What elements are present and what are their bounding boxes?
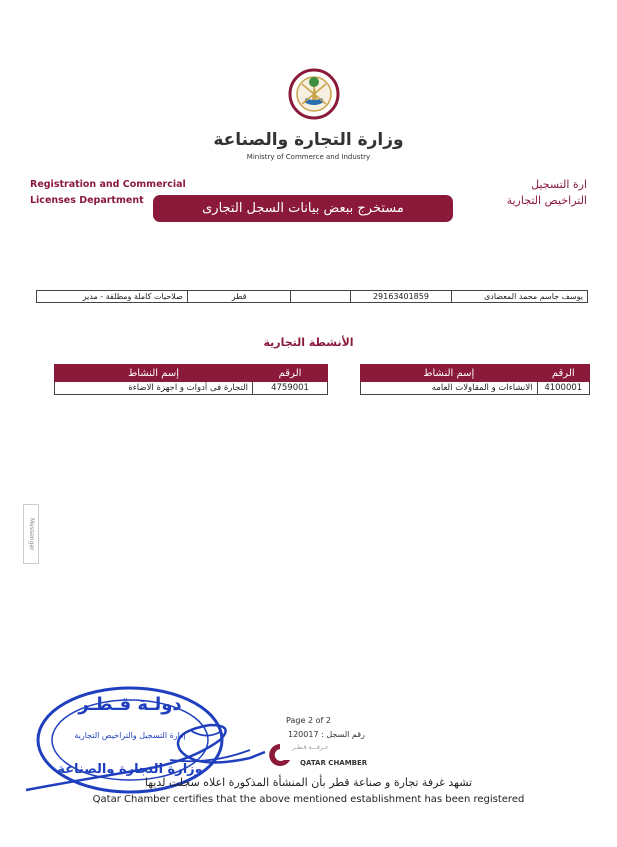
activity-number-cell: 4100001 <box>537 382 589 395</box>
activity-number-header: الرقم <box>253 365 328 382</box>
stamp-line-1: دولـة قـطـر <box>78 694 182 715</box>
table-header-row <box>55 365 328 382</box>
activity-name-cell: التجارة فى أدوات و اجهزة الاضاءة <box>55 382 253 395</box>
qatar-emblem-icon <box>286 64 342 124</box>
table-row <box>55 382 328 395</box>
ministry-name-english: Ministry of Commerce and Industry <box>246 153 371 161</box>
chamber-name-arabic: غـرفـــة قـطـر <box>292 744 329 751</box>
nationality-cell: قطر <box>187 291 290 303</box>
registration-number: رقم السجل : 120017 <box>288 730 365 739</box>
department-ar-line-1: ارة التسجيل <box>531 178 587 191</box>
department-ar-line-2: التراخيص التجارية <box>506 194 587 207</box>
activity-number-cell: 4759001 <box>253 382 328 395</box>
activity-table-left <box>54 364 328 395</box>
owner-name-cell: يوسف جاسم محمد المعضادى <box>452 291 588 303</box>
table-header-row <box>361 365 590 382</box>
activity-name-header: إسم النشاط <box>55 365 253 382</box>
department-line-2: Licenses Department <box>30 195 144 206</box>
stamp-line-3: وزارة التجارة والصناعة <box>57 762 203 777</box>
empty-cell <box>291 291 350 303</box>
activity-name-cell: الانشاءات و المقاولات العامه <box>361 382 538 395</box>
activities-section-title: الأنشطة التجارية <box>263 336 354 349</box>
department-line-1: Registration and Commercial <box>30 179 186 190</box>
official-stamp <box>20 670 290 810</box>
authority-cell: صلاحيات كاملة ومطلقة - مدير <box>37 291 188 303</box>
activity-table-right <box>360 364 590 395</box>
document-title-banner: مستخرج ببعض بيانات السجل التجارى <box>153 195 453 222</box>
stamp-line-2: إدارة التسجيل والتراخيص التجارية <box>74 731 186 740</box>
chamber-name-english: QATAR CHAMBER <box>300 759 368 767</box>
messenger-side-tab[interactable]: Messenger <box>23 504 39 564</box>
page-number: Page 2 of 2 <box>286 716 331 725</box>
activity-name-header: إسم النشاط <box>361 365 538 382</box>
activity-number-header: الرقم <box>537 365 589 382</box>
ministry-name-arabic: وزارة التجارة والصناعة <box>213 130 404 150</box>
department-name-arabic <box>507 177 587 209</box>
certification-arabic: تشهد غرفة تجارة و صناعة قطر بأن المنشأة المذكورة اعلاه سجلت لديها <box>144 776 473 789</box>
certification-english: Qatar Chamber certifies that the above mentioned establishment has been registered <box>92 794 525 805</box>
qatar-chamber-logo-icon <box>268 742 292 768</box>
table-row <box>361 382 590 395</box>
table-row <box>37 291 588 303</box>
id-number-cell: 29163401859 <box>350 291 452 303</box>
owner-details-table <box>36 290 588 303</box>
